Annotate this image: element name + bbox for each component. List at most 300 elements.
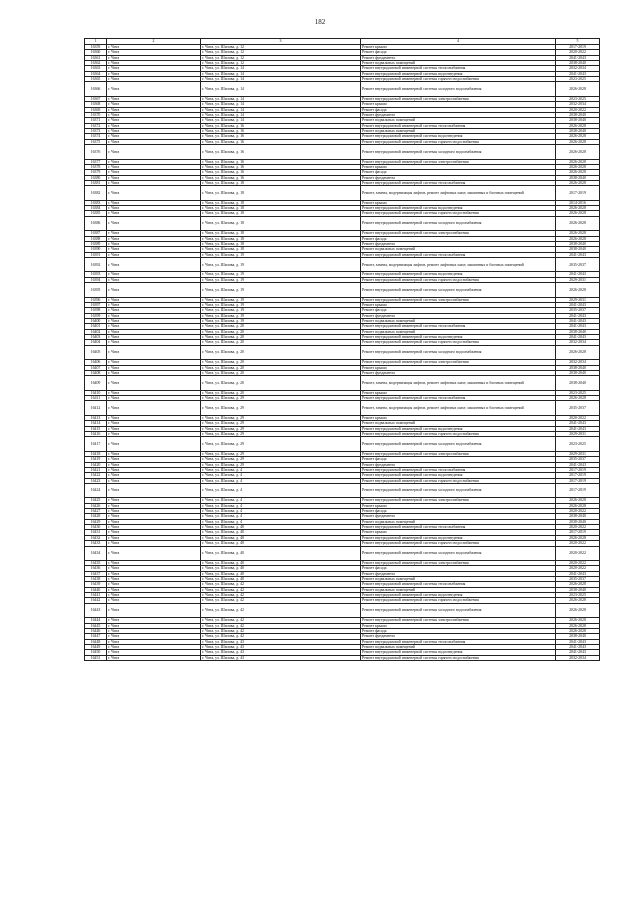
- period-cell: 2041-2043: [556, 324, 600, 329]
- address-cell: г. Чита, ул. Шилова, д. 29: [201, 462, 361, 467]
- work-type-cell: Ремонт подвальных помещений: [361, 247, 556, 252]
- city-cell: г. Чита: [107, 644, 201, 649]
- work-type-cell: Ремонт фундамента: [361, 571, 556, 576]
- city-cell: г. Чита: [107, 514, 201, 519]
- address-cell: г. Чита, ул. Шилова, д. 29: [201, 421, 361, 426]
- row-number-cell: 16419: [85, 457, 107, 462]
- address-cell: г. Чита, ул. Шилова, д. 14: [201, 82, 361, 97]
- address-cell: г. Чита, ул. Шилова, д. 14: [201, 118, 361, 123]
- address-cell: г. Чита, ул. Шилова, д. 14: [201, 112, 361, 117]
- work-type-cell: Ремонт фасада: [361, 107, 556, 112]
- work-type-cell: Ремонт внутридомовой инженерной системы водоотведения: [361, 535, 556, 540]
- address-cell: г. Чита, ул. Шилова, д. 29: [201, 457, 361, 462]
- row-number-cell: 16410: [85, 390, 107, 395]
- row-number-cell: 16426: [85, 503, 107, 508]
- period-cell: 2017-2019: [556, 483, 600, 498]
- city-cell: г. Чита: [107, 247, 201, 252]
- table-row: [85, 546, 600, 561]
- work-type-cell: Ремонт подвальных помещений: [361, 61, 556, 66]
- work-type-cell: Ремонт внутридомовой инженерной системы горячего водоснабжения: [361, 139, 556, 144]
- address-cell: г. Чита, ул. Шилова, д. 12: [201, 50, 361, 55]
- row-number-cell: 16413: [85, 415, 107, 420]
- work-type-cell: Ремонт внутридомовой инженерной системы холодного водоснабжения: [361, 216, 556, 231]
- table-row: [85, 345, 600, 360]
- row-number-cell: 16392: [85, 257, 107, 272]
- period-cell: 2038-2040: [556, 365, 600, 370]
- work-type-cell: Ремонт внутридомовой инженерной системы электроснабжения: [361, 618, 556, 623]
- table-row: [85, 655, 600, 660]
- row-number-cell: 16386: [85, 216, 107, 231]
- address-cell: г. Чита, ул. Шилова, д. 20: [201, 390, 361, 395]
- city-cell: г. Чита: [107, 628, 201, 633]
- row-number-cell: 16409: [85, 376, 107, 391]
- address-cell: г. Чита, ул. Шилова, д. 29: [201, 396, 361, 401]
- address-cell: г. Чита, ул. Шилова, д. 40: [201, 541, 361, 546]
- city-cell: г. Чита: [107, 655, 201, 660]
- period-cell: 2038-2040: [556, 247, 600, 252]
- table-row: [85, 257, 600, 272]
- work-type-cell: Ремонт крыши: [361, 415, 556, 420]
- work-type-cell: Ремонт внутридомовой инженерной системы горячего водоснабжения: [361, 340, 556, 345]
- period-cell: 2041-2043: [556, 272, 600, 277]
- period-cell: 2023-2025: [556, 390, 600, 395]
- city-cell: г. Чита: [107, 473, 201, 478]
- row-number-cell: 16359: [85, 45, 107, 50]
- work-type-cell: Ремонт внутридомовой инженерной системы горячего водоснабжения: [361, 432, 556, 437]
- row-number-cell: 16421: [85, 467, 107, 472]
- work-type-cell: Ремонт подвальных помещений: [361, 519, 556, 524]
- work-type-cell: Ремонт внутридомовой инженерной системы водоотведения: [361, 335, 556, 340]
- work-type-cell: Ремонт подвальных помещений: [361, 421, 556, 426]
- address-cell: г. Чита, ул. Шилова, д. 43: [201, 650, 361, 655]
- row-number-cell: 16374: [85, 134, 107, 139]
- city-cell: г. Чита: [107, 66, 201, 71]
- row-number-cell: 16396: [85, 297, 107, 302]
- work-type-cell: Ремонт, замена, модернизация лифтов, ремонт лифтовых шахт, машинных и блочных помещений: [361, 257, 556, 272]
- row-number-cell: 16375: [85, 139, 107, 144]
- period-cell: 2038-2040: [556, 587, 600, 592]
- address-cell: г. Чита, ул. Шилова, д. 12: [201, 55, 361, 60]
- address-cell: г. Чита, ул. Шилова, д. 14: [201, 96, 361, 101]
- city-cell: г. Чита: [107, 175, 201, 180]
- column-header: 2: [107, 39, 201, 45]
- city-cell: г. Чита: [107, 546, 201, 561]
- city-cell: г. Чита: [107, 216, 201, 231]
- row-number-cell: 16447: [85, 634, 107, 639]
- table-row: [85, 216, 600, 231]
- period-cell: 2041-2043: [556, 71, 600, 76]
- address-cell: г. Чита, ул. Шилова, д. 16: [201, 164, 361, 169]
- address-cell: г. Чита, ул. Шилова, д. 40: [201, 535, 361, 540]
- period-cell: 2023-2025: [556, 77, 600, 82]
- address-cell: г. Чита, ул. Шилова, д. 20: [201, 324, 361, 329]
- period-cell: 2032-2034: [556, 655, 600, 660]
- work-type-cell: Ремонт фасада: [361, 170, 556, 175]
- city-cell: г. Чита: [107, 200, 201, 205]
- work-type-cell: Ремонт внутридомовой инженерной системы холодного водоснабжения: [361, 345, 556, 360]
- period-cell: 2020-2022: [556, 509, 600, 514]
- row-number-cell: 16425: [85, 498, 107, 503]
- city-cell: г. Чита: [107, 164, 201, 169]
- work-type-cell: Ремонт фасада: [361, 566, 556, 571]
- table-row: [85, 186, 600, 201]
- period-cell: 2032-2034: [556, 340, 600, 345]
- city-cell: г. Чита: [107, 340, 201, 345]
- column-header: 4: [361, 39, 556, 45]
- period-cell: 2038-2040: [556, 329, 600, 334]
- row-number-cell: 16403: [85, 335, 107, 340]
- table-row: [85, 283, 600, 298]
- city-cell: г. Чита: [107, 231, 201, 236]
- address-cell: г. Чита, ул. Шилова, д. 4: [201, 483, 361, 498]
- city-cell: г. Чита: [107, 50, 201, 55]
- column-header: 5: [556, 39, 600, 45]
- row-number-cell: 16361: [85, 55, 107, 60]
- city-cell: г. Чита: [107, 319, 201, 324]
- city-cell: г. Чита: [107, 257, 201, 272]
- period-cell: 2041-2043: [556, 313, 600, 318]
- page-number: 182: [314, 18, 326, 26]
- city-cell: г. Чита: [107, 313, 201, 318]
- period-cell: 2026-2028: [556, 145, 600, 160]
- address-cell: г. Чита, ул. Шилова, д. 16: [201, 134, 361, 139]
- address-cell: г. Чита, ул. Шилова, д. 14: [201, 107, 361, 112]
- work-type-cell: Ремонт внутридомовой инженерной системы теплоснабжения: [361, 582, 556, 587]
- work-type-cell: Ремонт фасада: [361, 628, 556, 633]
- work-type-cell: Ремонт внутридомовой инженерной системы холодного водоснабжения: [361, 145, 556, 160]
- row-number-cell: 16381: [85, 180, 107, 185]
- address-cell: г. Чита, ул. Шилова, д. 19: [201, 308, 361, 313]
- work-type-cell: Ремонт внутридомовой инженерной системы теплоснабжения: [361, 639, 556, 644]
- work-type-cell: Ремонт внутридомовой инженерной системы горячего водоснабжения: [361, 77, 556, 82]
- work-type-cell: Ремонт внутридомовой инженерной системы холодного водоснабжения: [361, 483, 556, 498]
- row-number-cell: 16416: [85, 432, 107, 437]
- address-cell: г. Чита, ул. Шилова, д. 40: [201, 566, 361, 571]
- row-number-cell: 16417: [85, 437, 107, 452]
- address-cell: г. Чита, ул. Шилова, д. 16: [201, 159, 361, 164]
- period-cell: 2032-2034: [556, 360, 600, 365]
- period-cell: 2038-2040: [556, 634, 600, 639]
- address-cell: г. Чита, ул. Шилова, д. 20: [201, 329, 361, 334]
- period-cell: 2020-2022: [556, 525, 600, 530]
- address-cell: г. Чита, ул. Шилова, д. 42: [201, 603, 361, 618]
- row-number-cell: 16382: [85, 186, 107, 201]
- work-type-cell: Ремонт внутридомовой инженерной системы водоотведения: [361, 593, 556, 598]
- period-cell: 2026-2028: [556, 582, 600, 587]
- city-cell: г. Чита: [107, 421, 201, 426]
- work-type-cell: Ремонт подвальных помещений: [361, 118, 556, 123]
- row-number-cell: 16438: [85, 577, 107, 582]
- city-cell: г. Чита: [107, 426, 201, 431]
- work-type-cell: Ремонт внутридомовой инженерной системы теплоснабжения: [361, 180, 556, 185]
- row-number-cell: 16411: [85, 396, 107, 401]
- row-number-cell: 16408: [85, 370, 107, 375]
- city-cell: г. Чита: [107, 107, 201, 112]
- period-cell: 2029-2031: [556, 451, 600, 456]
- city-cell: г. Чита: [107, 77, 201, 82]
- city-cell: г. Чита: [107, 236, 201, 241]
- city-cell: г. Чита: [107, 561, 201, 566]
- city-cell: г. Чита: [107, 598, 201, 603]
- address-cell: г. Чита, ул. Шилова, д. 19: [201, 313, 361, 318]
- city-cell: г. Чита: [107, 303, 201, 308]
- city-cell: г. Чита: [107, 96, 201, 101]
- address-cell: г. Чита, ул. Шилова, д. 18: [201, 180, 361, 185]
- work-type-cell: Ремонт подвальных помещений: [361, 329, 556, 334]
- city-cell: г. Чита: [107, 503, 201, 508]
- period-cell: 2026-2028: [556, 164, 600, 169]
- city-cell: г. Чита: [107, 530, 201, 535]
- work-type-cell: Ремонт внутридомовой инженерной системы холодного водоснабжения: [361, 82, 556, 97]
- work-type-cell: Ремонт внутридомовой инженерной системы теплоснабжения: [361, 66, 556, 71]
- city-cell: г. Чита: [107, 170, 201, 175]
- address-cell: г. Чита, ул. Шилова, д. 16: [201, 145, 361, 160]
- row-number-cell: 16368: [85, 102, 107, 107]
- row-number-cell: 16369: [85, 107, 107, 112]
- work-type-cell: Ремонт крыши: [361, 164, 556, 169]
- city-cell: г. Чита: [107, 587, 201, 592]
- period-cell: 2026-2028: [556, 231, 600, 236]
- period-cell: 2041-2043: [556, 639, 600, 644]
- work-type-cell: Ремонт внутридомовой инженерной системы электроснабжения: [361, 231, 556, 236]
- city-cell: г. Чита: [107, 623, 201, 628]
- city-cell: г. Чита: [107, 618, 201, 623]
- work-type-cell: Ремонт внутридомовой инженерной системы теплоснабжения: [361, 123, 556, 128]
- work-type-cell: Ремонт внутридомовой инженерной системы холодного водоснабжения: [361, 546, 556, 561]
- city-cell: г. Чита: [107, 55, 201, 60]
- period-cell: 2026-2028: [556, 180, 600, 185]
- address-cell: г. Чита, ул. Шилова, д. 18: [201, 186, 361, 201]
- address-cell: г. Чита, ул. Шилова, д. 18: [201, 236, 361, 241]
- city-cell: г. Чита: [107, 241, 201, 246]
- row-number-cell: 16442: [85, 598, 107, 603]
- row-number-cell: 16390: [85, 247, 107, 252]
- work-type-cell: Ремонт фундамента: [361, 514, 556, 519]
- city-cell: г. Чита: [107, 566, 201, 571]
- period-cell: 2026-2028: [556, 123, 600, 128]
- address-cell: г. Чита, ул. Шилова, д. 16: [201, 139, 361, 144]
- row-number-cell: 16440: [85, 587, 107, 592]
- address-cell: г. Чита, ул. Шилова, д. 40: [201, 546, 361, 561]
- city-cell: г. Чита: [107, 272, 201, 277]
- city-cell: г. Чита: [107, 283, 201, 298]
- row-number-cell: 16449: [85, 644, 107, 649]
- address-cell: г. Чита, ул. Шилова, д. 4: [201, 503, 361, 508]
- work-type-cell: Ремонт внутридомовой инженерной системы горячего водоснабжения: [361, 478, 556, 483]
- city-cell: г. Чита: [107, 128, 201, 133]
- city-cell: г. Чита: [107, 457, 201, 462]
- city-cell: г. Чита: [107, 360, 201, 365]
- work-type-cell: Ремонт подвальных помещений: [361, 577, 556, 582]
- row-number-cell: 16402: [85, 329, 107, 334]
- city-cell: г. Чита: [107, 324, 201, 329]
- row-number-cell: 16434: [85, 546, 107, 561]
- address-cell: г. Чита, ул. Шилова, д. 4: [201, 478, 361, 483]
- row-number-cell: 16435: [85, 561, 107, 566]
- work-type-cell: Ремонт фасада: [361, 308, 556, 313]
- period-cell: 2014-2016: [556, 200, 600, 205]
- period-cell: 2041-2043: [556, 421, 600, 426]
- city-cell: г. Чита: [107, 535, 201, 540]
- work-type-cell: Ремонт крыши: [361, 200, 556, 205]
- row-number-cell: 16388: [85, 236, 107, 241]
- city-cell: г. Чита: [107, 102, 201, 107]
- period-cell: 2029-2031: [556, 277, 600, 282]
- work-type-cell: Ремонт внутридомовой инженерной системы водоотведения: [361, 650, 556, 655]
- row-number-cell: 16383: [85, 200, 107, 205]
- row-number-cell: 16372: [85, 123, 107, 128]
- table-row: [85, 437, 600, 452]
- city-cell: г. Чита: [107, 650, 201, 655]
- work-type-cell: Ремонт, замена, модернизация лифтов, ремонт лифтовых шахт, машинных и блочных помещений: [361, 186, 556, 201]
- period-cell: 2026-2028: [556, 535, 600, 540]
- period-cell: 2035-2037: [556, 577, 600, 582]
- row-number-cell: 16412: [85, 401, 107, 416]
- address-cell: г. Чита, ул. Шилова, д. 19: [201, 252, 361, 257]
- work-type-cell: Ремонт внутридомовой инженерной системы электроснабжения: [361, 498, 556, 503]
- address-cell: г. Чита, ул. Шилова, д. 19: [201, 283, 361, 298]
- row-number-cell: 16397: [85, 303, 107, 308]
- city-cell: г. Чита: [107, 571, 201, 576]
- period-cell: 2029-2031: [556, 297, 600, 302]
- period-cell: 2041-2043: [556, 319, 600, 324]
- address-cell: г. Чита, ул. Шилова, д. 19: [201, 303, 361, 308]
- address-cell: г. Чита, ул. Шилова, д. 40: [201, 525, 361, 530]
- row-number-cell: 16406: [85, 360, 107, 365]
- city-cell: г. Чита: [107, 415, 201, 420]
- address-cell: г. Чита, ул. Шилова, д. 20: [201, 376, 361, 391]
- address-cell: г. Чита, ул. Шилова, д. 18: [201, 247, 361, 252]
- row-number-cell: 16448: [85, 639, 107, 644]
- period-cell: 2041-2043: [556, 55, 600, 60]
- row-number-cell: 16380: [85, 175, 107, 180]
- table-row: [85, 376, 600, 391]
- row-number-cell: 16389: [85, 241, 107, 246]
- city-cell: г. Чита: [107, 206, 201, 211]
- period-cell: 2041-2043: [556, 650, 600, 655]
- address-cell: г. Чита, ул. Шилова, д. 29: [201, 437, 361, 452]
- work-type-cell: Ремонт подвальных помещений: [361, 587, 556, 592]
- row-number-cell: 16385: [85, 211, 107, 216]
- city-cell: г. Чита: [107, 139, 201, 144]
- row-number-cell: 16431: [85, 530, 107, 535]
- city-cell: г. Чита: [107, 451, 201, 456]
- row-number-cell: 16367: [85, 96, 107, 101]
- row-number-cell: 16450: [85, 650, 107, 655]
- row-number-cell: 16387: [85, 231, 107, 236]
- row-number-cell: 16398: [85, 308, 107, 313]
- period-cell: 2032-2034: [556, 66, 600, 71]
- city-cell: г. Чита: [107, 483, 201, 498]
- row-number-cell: 16360: [85, 50, 107, 55]
- address-cell: г. Чита, ул. Шилова, д. 4: [201, 473, 361, 478]
- period-cell: 2017-2019: [556, 186, 600, 201]
- address-cell: г. Чита, ул. Шилова, д. 18: [201, 200, 361, 205]
- work-type-cell: Ремонт фасада: [361, 236, 556, 241]
- city-cell: г. Чита: [107, 71, 201, 76]
- row-number-cell: 16399: [85, 313, 107, 318]
- address-cell: г. Чита, ул. Шилова, д. 14: [201, 77, 361, 82]
- address-cell: г. Чита, ул. Шилова, д. 18: [201, 206, 361, 211]
- period-cell: 2020-2022: [556, 50, 600, 55]
- work-type-cell: Ремонт внутридомовой инженерной системы электроснабжения: [361, 360, 556, 365]
- address-cell: г. Чита, ул. Шилова, д. 16: [201, 123, 361, 128]
- address-cell: г. Чита, ул. Шилова, д. 19: [201, 319, 361, 324]
- work-type-cell: Ремонт фасада: [361, 457, 556, 462]
- period-cell: 2017-2019: [556, 467, 600, 472]
- row-number-cell: 16415: [85, 426, 107, 431]
- work-type-cell: Ремонт внутридомовой инженерной системы водоотведения: [361, 473, 556, 478]
- period-cell: 2041-2043: [556, 571, 600, 576]
- period-cell: 2038-2040: [556, 241, 600, 246]
- city-cell: г. Чита: [107, 634, 201, 639]
- work-type-cell: Ремонт фундамента: [361, 55, 556, 60]
- row-number-cell: 16400: [85, 319, 107, 324]
- address-cell: г. Чита, ул. Шилова, д. 4: [201, 498, 361, 503]
- period-cell: 2017-2019: [556, 45, 600, 50]
- column-header: 3: [201, 39, 361, 45]
- address-cell: г. Чита, ул. Шилова, д. 29: [201, 432, 361, 437]
- work-type-cell: Ремонт подвальных помещений: [361, 319, 556, 324]
- period-cell: 2038-2040: [556, 128, 600, 133]
- city-cell: г. Чита: [107, 61, 201, 66]
- city-cell: г. Чита: [107, 82, 201, 97]
- row-number-cell: 16424: [85, 483, 107, 498]
- work-type-cell: Ремонт внутридомовой инженерной системы горячего водоснабжения: [361, 598, 556, 603]
- city-cell: г. Чита: [107, 593, 201, 598]
- row-number-cell: 16444: [85, 618, 107, 623]
- column-header: 1: [85, 39, 107, 45]
- work-type-cell: Ремонт внутридомовой инженерной системы водоотведения: [361, 426, 556, 431]
- period-cell: 2026-2028: [556, 139, 600, 144]
- row-number-cell: 16364: [85, 71, 107, 76]
- row-number-cell: 16451: [85, 655, 107, 660]
- work-type-cell: Ремонт внутридомовой инженерной системы электроснабжения: [361, 159, 556, 164]
- work-type-cell: Ремонт внутридомовой инженерной системы теплоснабжения: [361, 324, 556, 329]
- address-cell: г. Чита, ул. Шилова, д. 20: [201, 345, 361, 360]
- address-cell: г. Чита, ул. Шилова, д. 16: [201, 170, 361, 175]
- work-type-cell: Ремонт фундамента: [361, 241, 556, 246]
- work-type-cell: Ремонт внутридомовой инженерной системы горячего водоснабжения: [361, 211, 556, 216]
- period-cell: 2029-2031: [556, 432, 600, 437]
- period-cell: 2026-2028: [556, 206, 600, 211]
- period-cell: 2020-2022: [556, 561, 600, 566]
- row-number-cell: 16377: [85, 159, 107, 164]
- address-cell: г. Чита, ул. Шилова, д. 20: [201, 370, 361, 375]
- row-number-cell: 16436: [85, 566, 107, 571]
- row-number-cell: 16446: [85, 628, 107, 633]
- city-cell: г. Чита: [107, 252, 201, 257]
- city-cell: г. Чита: [107, 498, 201, 503]
- period-cell: 2020-2022: [556, 566, 600, 571]
- work-type-cell: Ремонт внутридомовой инженерной системы водоотведения: [361, 71, 556, 76]
- work-type-cell: Ремонт крыши: [361, 390, 556, 395]
- period-cell: 2026-2028: [556, 159, 600, 164]
- city-cell: г. Чита: [107, 370, 201, 375]
- period-cell: 2026-2028: [556, 623, 600, 628]
- row-number-cell: 16439: [85, 582, 107, 587]
- row-number-cell: 16373: [85, 128, 107, 133]
- city-cell: г. Чита: [107, 112, 201, 117]
- row-number-cell: 16423: [85, 478, 107, 483]
- city-cell: г. Чита: [107, 390, 201, 395]
- period-cell: 2026-2028: [556, 170, 600, 175]
- row-number-cell: 16405: [85, 345, 107, 360]
- city-cell: г. Чита: [107, 345, 201, 360]
- work-type-cell: Ремонт внутридомовой инженерной системы горячего водоснабжения: [361, 541, 556, 546]
- row-number-cell: 16427: [85, 509, 107, 514]
- period-cell: 2020-2022: [556, 546, 600, 561]
